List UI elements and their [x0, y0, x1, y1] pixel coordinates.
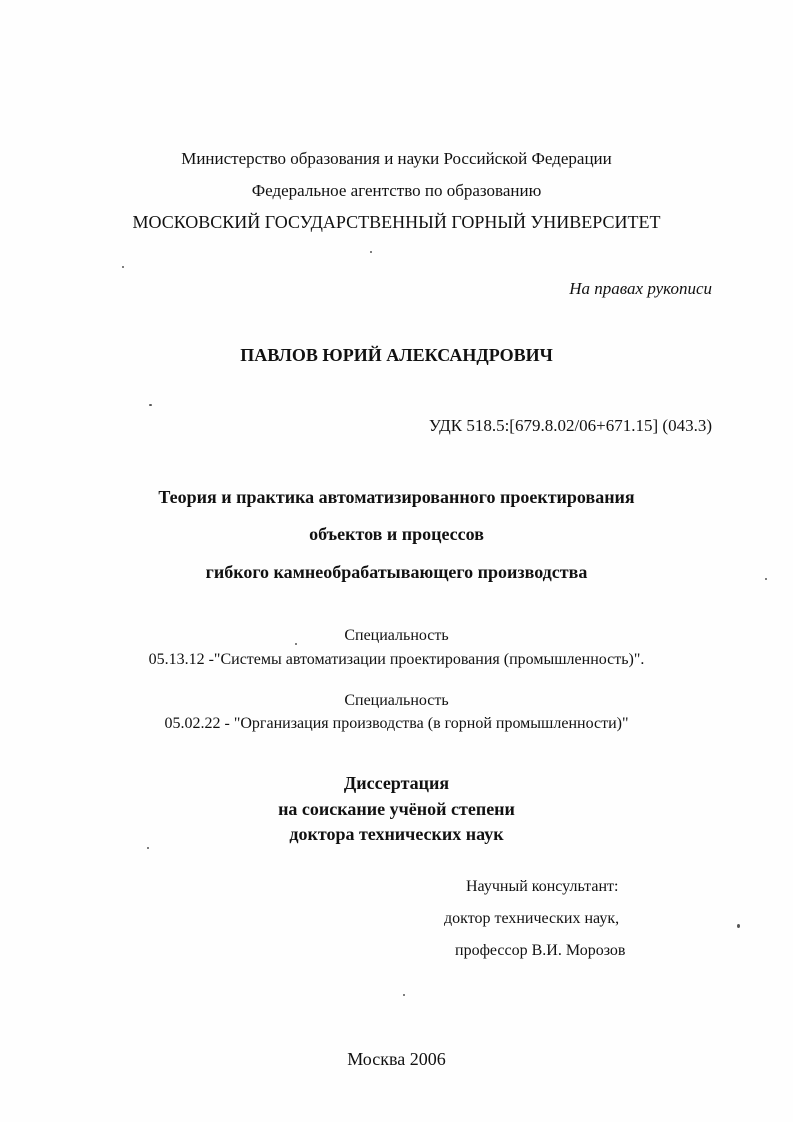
title-line-1: Теория и практика автоматизированного проектирования: [158, 487, 635, 507]
place-year: Москва 2006: [347, 1049, 446, 1069]
manuscript-note: На правах рукописи: [569, 279, 712, 298]
udc-code: УДК 518.5:[679.8.02/06+671.15] (043.3): [428, 416, 712, 435]
ministry-line: Министерство образования и науки Российской Федерации: [181, 149, 612, 168]
scan-speck: [765, 578, 767, 580]
consultant-name: профессор В.И. Морозов: [455, 942, 626, 959]
scan-speck: [295, 643, 297, 645]
title-line-2: объектов и процессов: [309, 524, 484, 544]
specialty-2-code: 05.02.22 - "Организация производства (в горной промышленности)": [164, 715, 629, 732]
dissertation-degree-line: на соискание учёной степени: [278, 799, 515, 819]
specialty-2-label: Специальность: [344, 692, 449, 709]
university-name: МОСКОВСКИЙ ГОСУДАРСТВЕННЫЙ ГОРНЫЙ УНИВЕРСИТЕТ: [132, 212, 661, 232]
consultant-label: Научный консультант:: [466, 878, 619, 895]
consultant-degree: доктор технических наук,: [444, 910, 620, 927]
scan-speck: [147, 847, 149, 849]
scan-speck: [403, 994, 405, 996]
author-name: ПАВЛОВ ЮРИЙ АЛЕКСАНДРОВИЧ: [240, 345, 553, 365]
scan-speck: [737, 924, 740, 928]
title-line-3: гибкого камнеобрабатывающего производства: [205, 562, 588, 582]
specialty-1-code: 05.13.12 -"Системы автоматизации проектирования (промышленность)".: [148, 651, 645, 668]
dissertation-field-line: доктора технических наук: [289, 824, 504, 844]
scan-speck: [370, 251, 372, 253]
specialty-1-label: Специальность: [344, 627, 449, 644]
agency-line: Федеральное агентство по образованию: [251, 181, 542, 200]
scan-speck: [149, 404, 152, 406]
scan-speck: [122, 266, 124, 268]
dissertation-heading: Диссертация: [343, 773, 450, 793]
